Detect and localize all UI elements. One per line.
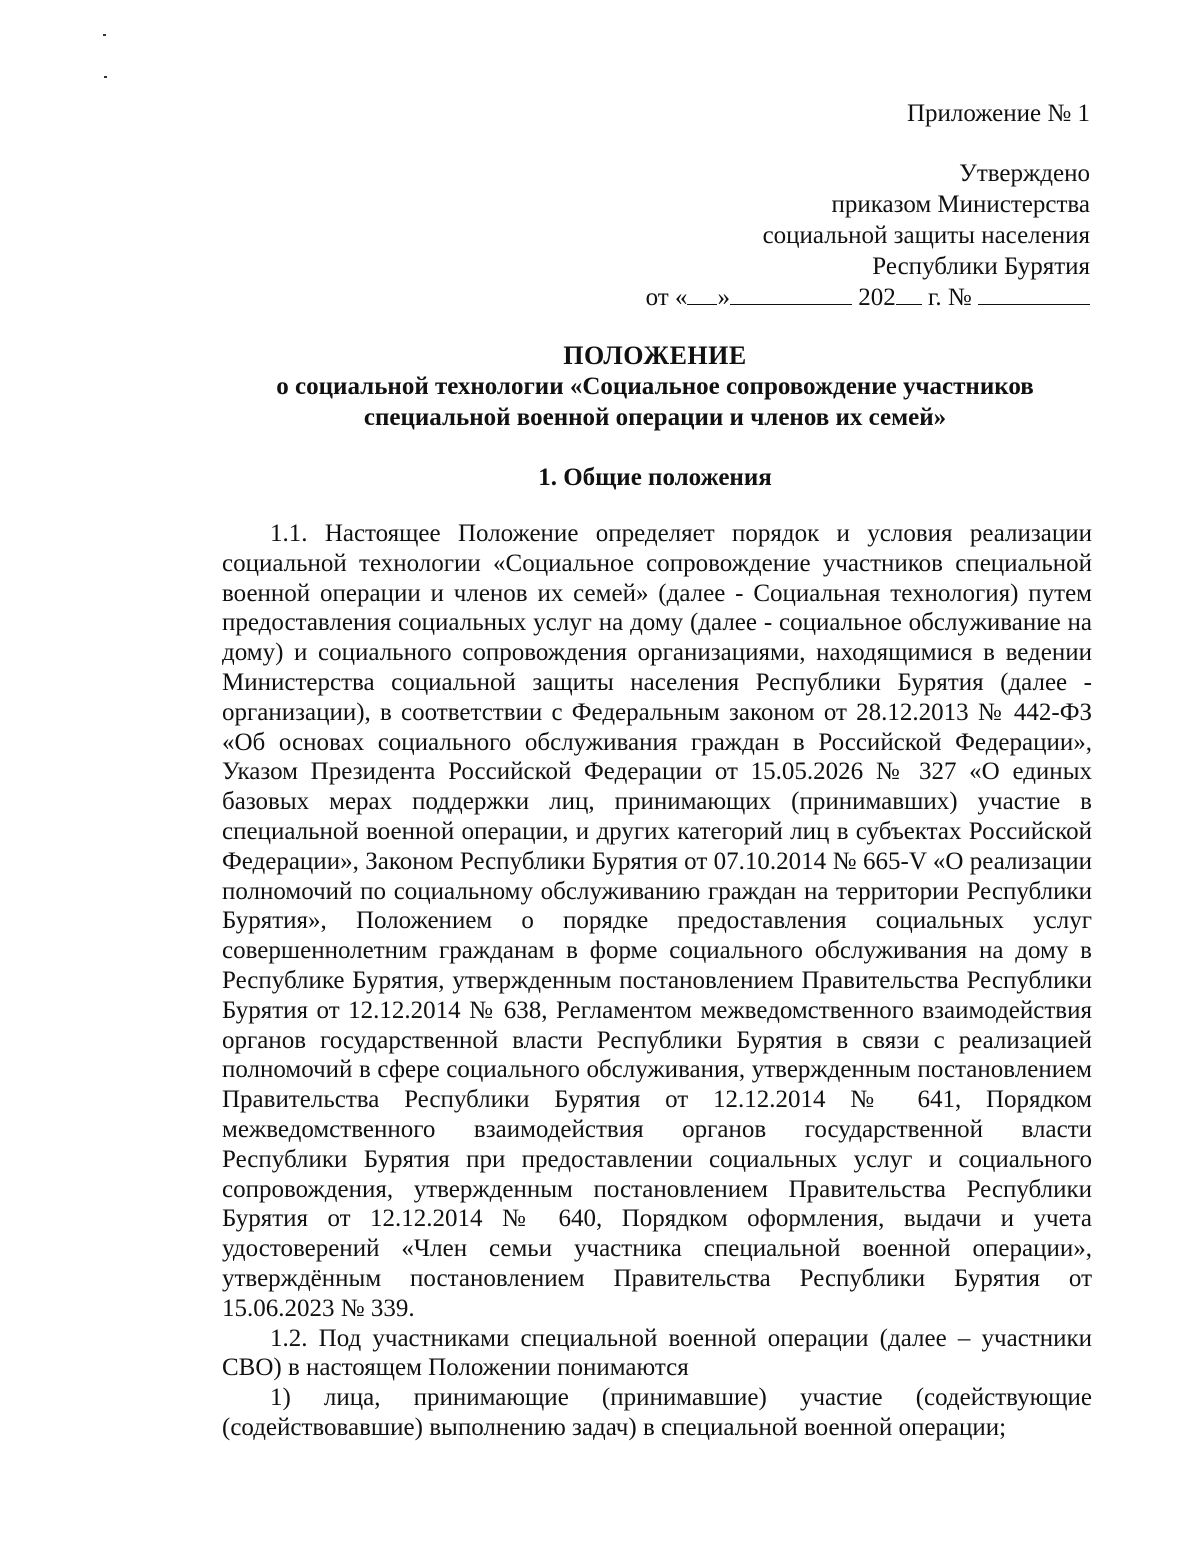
approval-date-line — [646, 282, 1090, 313]
date-prefix: от « — [645, 284, 688, 311]
section-heading: 1. Общие положения — [538, 464, 772, 491]
title-line: специальной военной операции и членов их семей» — [363, 404, 947, 431]
date-suffix: г. № — [921, 284, 972, 311]
approval-block — [646, 158, 1090, 313]
month-blank — [730, 284, 852, 305]
document-body — [222, 519, 1092, 1443]
year-blank — [896, 284, 922, 305]
paragraph: 1.2. Под участниками специальной военной операции (далее – участники СВО) в настоящем Положении понимаются — [222, 1324, 1092, 1382]
approval-line: приказом Министерства — [831, 191, 1090, 218]
number-blank — [978, 284, 1090, 305]
title-line: о социальной технологии «Социальное сопровождение участников — [276, 373, 1034, 400]
title-main: ПОЛОЖЕНИЕ — [563, 341, 747, 370]
paragraph: 1) лица, принимающие (принимавшие) участие (содействующие (содействовавшие) выполнению задач) в специальной военной операции; — [222, 1384, 1092, 1441]
approval-line: Республики Бурятия — [872, 253, 1090, 280]
day-blank — [687, 284, 717, 305]
scan-speck — [103, 34, 106, 36]
annex-label: Приложение № 1 — [906, 100, 1090, 127]
paragraph: 1.1. Настоящее Положение определяет порядок и условия реализации социальной технологии «Социальное сопровождение участников специальной военной операции и членов их семей» (далее - Социальная технология) путем предоставления социальных услуг на дому (далее - социальное обслуживание на дому) и социального сопровождения организациями, находящимися в ведении Министерства социальной защиты населения Республики Бурятия (далее - организации), в соответствии с Федеральным законом от 28.12.2013 № 442-ФЗ «Об основах социального обслуживания граждан в Российской Федерации», Указом Президента Российской Федерации от 15.05.2026 № 327 «О единых базовых мерах поддержки лиц, принимающих (принимавших) участие в специальной военной операции, и других категорий лиц в субъектах Российской Федерации», Законом Республики Бурятия от 07.10.2014 № 665-V «О реализации полномочий по социальному обслуживанию граждан на территории Республики Бурятия», Положением о порядке предоставления социальных услуг совершеннолетним гражданам в форме социального обслуживания на дому в Республике Бурятия, утвержденным постановлением Правительства Республики Бурятия от 12.12.2014 № 638, Регламентом межведомственного взаимодействия органов государственной власти Республики Бурятия в связи с реализацией полномочий в сфере социального обслуживания, утвержденным постановлением Правительства Республики Бурятия от 12.12.2014 № 641, Порядком межведомственного взаимодействия органов государственной власти Республики Бурятия при предоставлении социальных услуг и социального сопровождения, утвержденным постановлением Правительства Республики Бурятия от 12.12.2014 № 640, Порядком оформления, выдачи и учета удостоверений «Член семьи участника специальной военной операции», утверждённым постановлением Правительства Республики Бурятия от 15.06.2023 № 339. — [222, 520, 1092, 1322]
date-year: 202 — [858, 284, 896, 311]
approval-line: Утверждено — [959, 160, 1090, 187]
scan-speck — [104, 76, 107, 78]
approval-line: социальной защиты населения — [762, 222, 1090, 249]
document-title — [200, 340, 1110, 433]
date-mid: » — [717, 284, 730, 311]
